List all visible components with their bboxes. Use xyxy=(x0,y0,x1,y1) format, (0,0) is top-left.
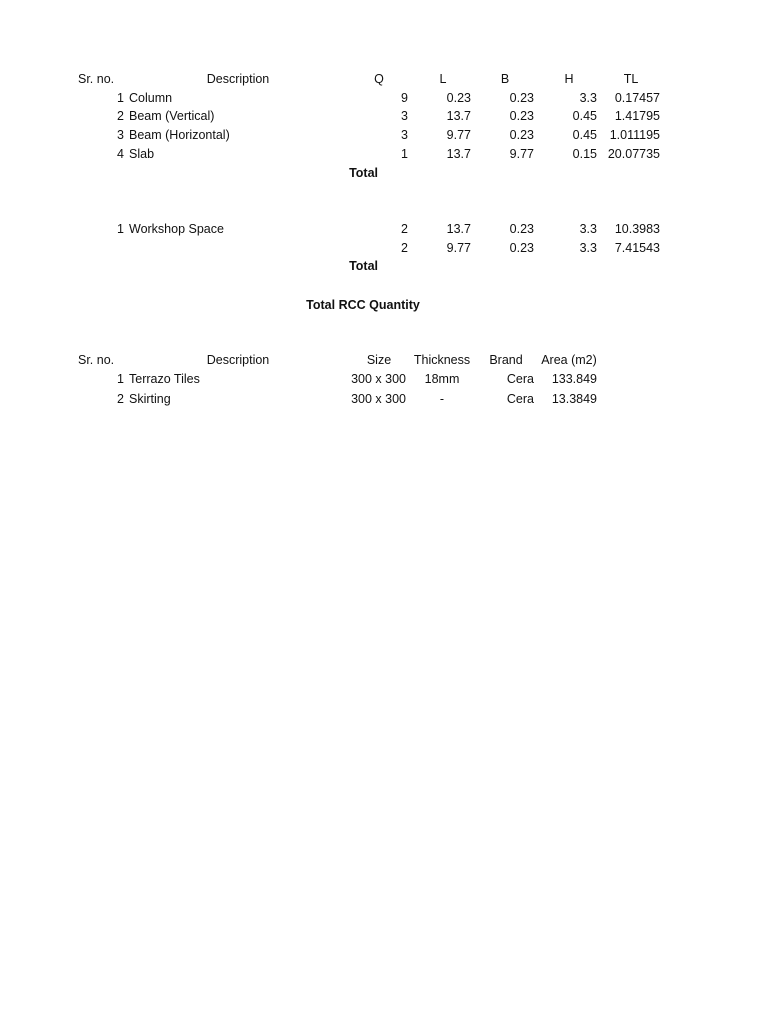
cell-sr: 1 xyxy=(117,222,124,236)
cell-h: 3.3 xyxy=(579,222,597,236)
cell-b: 0.23 xyxy=(509,109,534,123)
cell-q: 2 xyxy=(401,222,408,236)
table-row xyxy=(0,239,768,257)
cell-description: Beam (Horizontal) xyxy=(129,128,230,142)
header-b: B xyxy=(500,72,510,86)
cell-q: 3 xyxy=(401,128,408,142)
cell-tl: 7.41543 xyxy=(614,241,660,255)
header-area: Area (m2) xyxy=(541,353,597,367)
header-q: Q xyxy=(374,72,384,86)
cell-sr: 1 xyxy=(117,91,124,105)
table-row xyxy=(0,126,768,144)
cell-q: 3 xyxy=(401,109,408,123)
header-description: Description xyxy=(206,72,270,86)
total-row xyxy=(0,257,768,275)
cell-h: 3.3 xyxy=(579,91,597,105)
cell-sr: 2 xyxy=(117,392,124,406)
cell-thickness: - xyxy=(439,392,445,406)
cell-tl: 1.41795 xyxy=(614,109,660,123)
cell-description: Terrazo Tiles xyxy=(129,372,200,386)
cell-h: 0.45 xyxy=(572,109,597,123)
rcc-table-header-row xyxy=(0,70,768,88)
cell-h: 3.3 xyxy=(579,241,597,255)
cell-tl: 20.07735 xyxy=(607,147,660,161)
header-description: Description xyxy=(206,353,270,367)
header-tl: TL xyxy=(623,72,639,86)
cell-sr: 2 xyxy=(117,109,124,123)
cell-b: 0.23 xyxy=(509,241,534,255)
cell-h: 0.15 xyxy=(572,147,597,161)
cell-area: 13.3849 xyxy=(551,392,597,406)
table-row xyxy=(0,89,768,107)
cell-description: Skirting xyxy=(129,392,171,406)
cell-sr: 4 xyxy=(117,147,124,161)
cell-size: 300 x 300 xyxy=(351,372,406,386)
cell-b: 0.23 xyxy=(509,222,534,236)
cell-l: 0.23 xyxy=(446,91,471,105)
total-label: Total xyxy=(349,166,378,180)
cell-l: 13.7 xyxy=(446,147,471,161)
cell-brand: Cera xyxy=(506,392,534,406)
header-brand: Brand xyxy=(489,353,523,367)
header-h: H xyxy=(564,72,574,86)
cell-q: 1 xyxy=(401,147,408,161)
table-row xyxy=(0,107,768,125)
cell-l: 9.77 xyxy=(446,128,471,142)
cell-b: 0.23 xyxy=(509,91,534,105)
cell-tl: 1.011195 xyxy=(609,128,660,142)
cell-tl: 0.17457 xyxy=(614,91,660,105)
table-row xyxy=(0,220,768,238)
cell-description: Column xyxy=(129,91,173,105)
cell-b: 0.23 xyxy=(509,128,534,142)
cell-sr: 3 xyxy=(117,128,124,142)
cell-thickness: 18mm xyxy=(424,372,460,386)
cell-description: Workshop Space xyxy=(129,222,224,236)
cell-l: 13.7 xyxy=(446,222,471,236)
total-rcc-row xyxy=(0,296,768,314)
total-label: Total xyxy=(349,259,378,273)
cell-sr: 1 xyxy=(117,372,124,386)
cell-h: 0.45 xyxy=(572,128,597,142)
cell-q: 9 xyxy=(401,91,408,105)
cell-l: 13.7 xyxy=(446,109,471,123)
cell-b: 9.77 xyxy=(509,147,534,161)
header-size: Size xyxy=(366,353,392,367)
header-sr-no: Sr. no. xyxy=(78,72,115,86)
header-sr-no: Sr. no. xyxy=(78,353,115,367)
cell-q: 2 xyxy=(401,241,408,255)
header-thickness: Thickness xyxy=(413,353,471,367)
cell-description: Slab xyxy=(129,147,155,161)
total-rcc-quantity-label: Total RCC Quantity xyxy=(306,298,420,312)
table-row xyxy=(0,370,768,388)
table-row xyxy=(0,145,768,163)
cell-description: Beam (Vertical) xyxy=(129,109,215,123)
header-l: L xyxy=(439,72,447,86)
cell-l: 9.77 xyxy=(446,241,471,255)
cell-area: 133.849 xyxy=(551,372,597,386)
cell-size: 300 x 300 xyxy=(351,392,406,406)
cell-brand: Cera xyxy=(506,372,534,386)
total-row xyxy=(0,164,768,182)
table-row xyxy=(0,390,768,408)
tiles-table-header-row xyxy=(0,351,768,369)
cell-tl: 10.3983 xyxy=(614,222,660,236)
